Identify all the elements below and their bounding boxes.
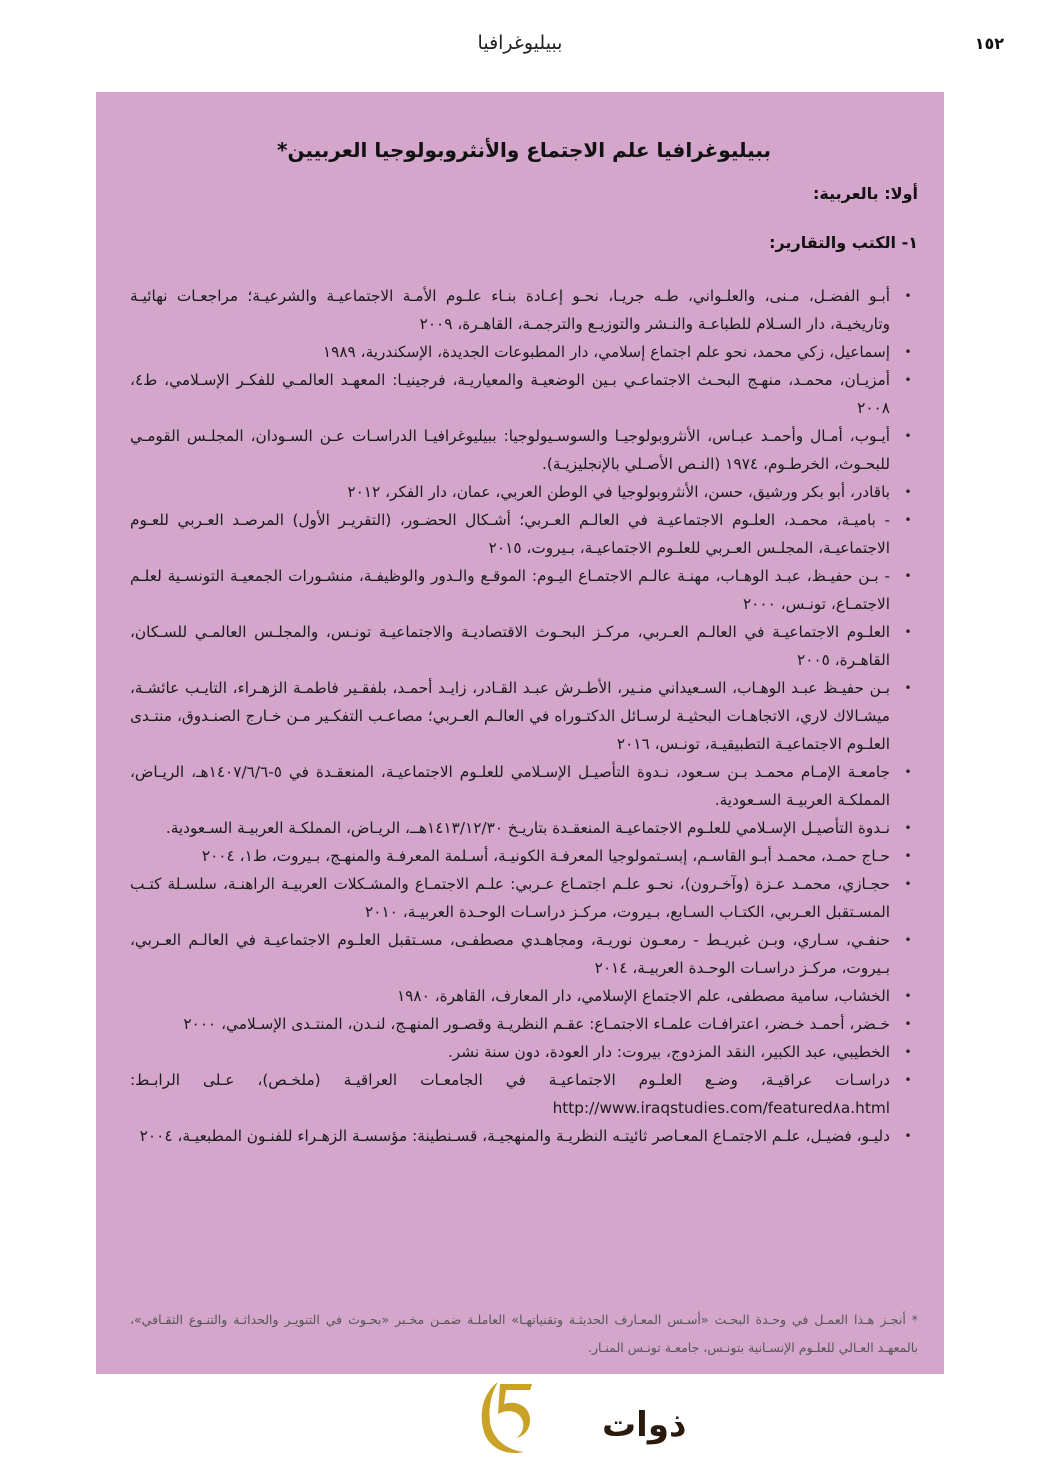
- page-header: [0, 32, 1040, 62]
- reference-item: [130, 1038, 918, 1066]
- reference-text: أيـوب، أمـال وأحمـد عبـاس، الأنثروبولوجيـا والسوسـيولوجيا: ببيليوغرافيـا الدراسـات عـن السـودان، المجلـس القومـي للبحـوث، الخرطـوم، ١٩٧٤ (النـص الأصـلي بالإنجليزيـة).: [130, 427, 890, 473]
- reference-text: حـاج حمـد، محمـد أبـو القاسـم، إبسـتمولوجيا المعرفـة الكونيـة، أسـلمة المعرفـة والمنهـج، بـيروت، ط١، ٢٠٠٤: [201, 847, 890, 865]
- reference-text: دليـو، فضيـل، علـم الاجتمـاع المعـاصر ثائيتـه النظريـة والمنهجيـة، قسـنطينة: مؤسسـة الزهـراء للفنـون المطبعيـة، ٢٠٠٤: [139, 1127, 890, 1145]
- reference-text: أبـو الفضـل، مـنى، والعلـواني، طـه جريـا، نحـو إعـادة بنـاء علـوم الأمـة الاجتماعيـة والشرعيـة؛ مراجعـات نهائيـة وتاريخيـة، دار السـلام للطباعـة والنـشر والتوزيـع والترجمـة، القاهـرة، ٢٠٠٩: [130, 287, 890, 333]
- reference-text: الخشاب، سامية مصطفى، علم الاجتماع الإسلامي، دار المعارف، القاهرة، ١٩٨٠: [396, 987, 890, 1005]
- bullet-icon: •: [904, 1129, 912, 1143]
- bullet-icon: •: [904, 877, 912, 891]
- reference-item: [130, 618, 918, 674]
- reference-item: [130, 1122, 918, 1150]
- bullet-icon: •: [904, 429, 912, 443]
- page-number: ١٥٢: [974, 34, 1004, 53]
- bullet-icon: •: [904, 625, 912, 639]
- bullet-icon: •: [904, 849, 912, 863]
- logo-wordmark: ذوات: [602, 1405, 687, 1445]
- bullet-icon: •: [904, 821, 912, 835]
- reference-text: حنفـي، سـاري، وبـن غبريـط - رمعـون نوريـة، ومجاهـدي مصطفـى، مسـتقبل العلـوم الاجتماعيـة في العالـم العـربي، بـيروت، مركـز دراسـات الوحـدة العربيـة، ٢٠١٤: [130, 931, 890, 977]
- reference-item: [130, 1066, 918, 1122]
- reference-item: [130, 366, 918, 422]
- reference-item: [130, 926, 918, 982]
- reference-text: أمزيـان، محمـد، منهـج البحـث الاجتماعـي بـين الوضعيـة والمعياريـة، فرجينيـا: المعهـد العالمـي للفكـر الإسـلامي، ط٤، ٢٠٠٨: [130, 371, 890, 417]
- reference-item: [130, 562, 918, 618]
- reference-item: [130, 506, 918, 562]
- logo-five-icon: [498, 1384, 532, 1438]
- reference-item: [130, 1010, 918, 1038]
- reference-item: [130, 282, 918, 338]
- reference-item: [130, 814, 918, 842]
- bullet-icon: •: [904, 569, 912, 583]
- reference-text: باقادر، أبو بكر ورشيق، حسن، الأنثروبولوجيا في الوطن العربي، عمان، دار الفكر، ٢٠١٢: [347, 483, 890, 501]
- bullet-icon: •: [904, 765, 912, 779]
- reference-item: [130, 842, 918, 870]
- bullet-icon: •: [904, 1073, 912, 1087]
- reference-text: جامعـة الإمـام محمـد بـن سـعود، نـدوة التأصيـل الإسـلامي للعلـوم الاجتماعيـة، المنعقـدة في ٥-١٤٠٧/٦/٦هـ، الريـاض، المملكـة العربيـة السـعودية.: [130, 763, 891, 809]
- section-heading-arabic: أولا: بالعربية:: [813, 184, 918, 203]
- reference-item: [130, 870, 918, 926]
- reference-item: [130, 338, 918, 366]
- footnote: * أنجـز هـذا العمـل في وحـدة البحـث «أسـس المعـارف الحديثـة وتقنياتهـا» العاملـة ضمـن مخـبر «بحـوث في التنويـر والحداثـة والتنـوع الثقـافي»، بالمعهـد العـالي للعلـوم الإنسـانية بتونـس، جامعـة تونـس المنـار.: [130, 1312, 918, 1355]
- running-title: ببيليوغرافيا: [477, 32, 563, 54]
- panel-title: ببيليوغرافيا علم الاجتماع والأنثروبولوجيا العربيين*: [276, 138, 771, 162]
- reference-item: [130, 758, 918, 814]
- bullet-icon: •: [904, 1017, 912, 1031]
- reference-item: [130, 674, 918, 758]
- bullet-icon: •: [904, 345, 912, 359]
- reference-text: خـضر، أحمـد خـضر، اعترافـات علمـاء الاجتمـاع: عقـم النظريـة وقصـور المنهـج، لنـدن، المنتـدى الإسـلامي، ٢٠٠٠: [183, 1015, 890, 1033]
- reference-item: [130, 982, 918, 1010]
- bullet-icon: •: [904, 933, 912, 947]
- reference-text: حجـازي، محمـد عـزة (وآخـرون)، نحـو علـم اجتمـاع عـربي: علـم الاجتمـاع والمشـكلات العربيـة الراهنـة، سلسـلة كتـب المسـتقبل العـربي، الكتـاب السـابع، بـيروت، مركـز دراسـات الوحـدة العربيـة، ٢٠١٠: [130, 875, 890, 921]
- bullet-icon: •: [904, 289, 912, 303]
- bibliography-panel: [96, 92, 944, 1374]
- reference-text: نـدوة التأصيـل الإسـلامي للعلـوم الاجتماعيـة المنعقـدة بتاريـخ ١٤١٣/١٢/٣٠هــ، الريـاض، المملكـة العربيـة السـعودية.: [165, 819, 890, 837]
- reference-text: الخطيبي، عبد الكبير، النقد المزدوج، بيروت: دار العودة، دون سنة نشر.: [447, 1043, 890, 1061]
- reference-text: إسماعيل، زكي محمد، نحو علم اجتماع إسلامي، دار المطبوعات الجديدة، الإسكندرية، ١٩٨٩: [322, 343, 890, 361]
- bullet-icon: •: [904, 1045, 912, 1059]
- reference-text: العلـوم الاجتماعيـة في العالـم العـربي، مركـز البحـوث الاقتصاديـة والاجتماعيـة تونـس، والمجلـس العالمـي للسـكان، القاهـرة، ٢٠٠٥: [130, 623, 890, 669]
- reference-text: بـن حفيـظ عبـد الوهـاب، السـعيداني منـير، الأطـرش عبـد القـادر، زايـد أحمـد، بلفقـير فاطمـة الزهـراء، التايـب عائشـة، ميشـالاك لاري، الاتجاهـات البحثيـة لرسـائل الدكتـوراه في العالـم العـربي؛ مصاعـب التفكـير مـن خـارج الصنـدوق، منتـدى العلـوم الاجتماعيـة التطبيقيـة، تونـس، ٢٠١٦: [130, 679, 890, 753]
- reference-item: [130, 478, 918, 506]
- reference-item: [130, 422, 918, 478]
- bullet-icon: •: [904, 373, 912, 387]
- bullet-icon: •: [904, 513, 912, 527]
- publisher-logo: [470, 1378, 687, 1458]
- bullet-icon: •: [904, 989, 912, 1003]
- bullet-icon: •: [904, 681, 912, 695]
- bullet-icon: •: [904, 485, 912, 499]
- reference-text: - باميـة، محمـد، العلـوم الاجتماعيـة في العالـم العـربي؛ أشـكال الحضـور، (التقريـر الأول) المرصـد العـربي للعـوم الاجتماعيـة، المجلـس العـربي للعلـوم الاجتماعيـة، بـيروت، ٢٠١٥: [130, 511, 890, 557]
- reference-text: دراسـات عراقيـة، وضـع العلـوم الاجتماعيـة في الجامعـات العراقيـة (ملخـص)، عـلى الرابـط: http://www.iraqstudies.com/featured٨a.html: [130, 1071, 890, 1117]
- references-list: [130, 282, 918, 1150]
- reference-text: - بـن حفيـظ، عبـد الوهـاب، مهنـة عالـم الاجتمـاع اليـوم: الموقـع والـدور والوظيفـة، منشـورات الجمعيـة التونسـية لعلـم الاجتمـاع، تونـس، ٢٠٠٠: [130, 567, 890, 613]
- subsection-heading-books: ١- الكتب والتقارير:: [769, 233, 918, 252]
